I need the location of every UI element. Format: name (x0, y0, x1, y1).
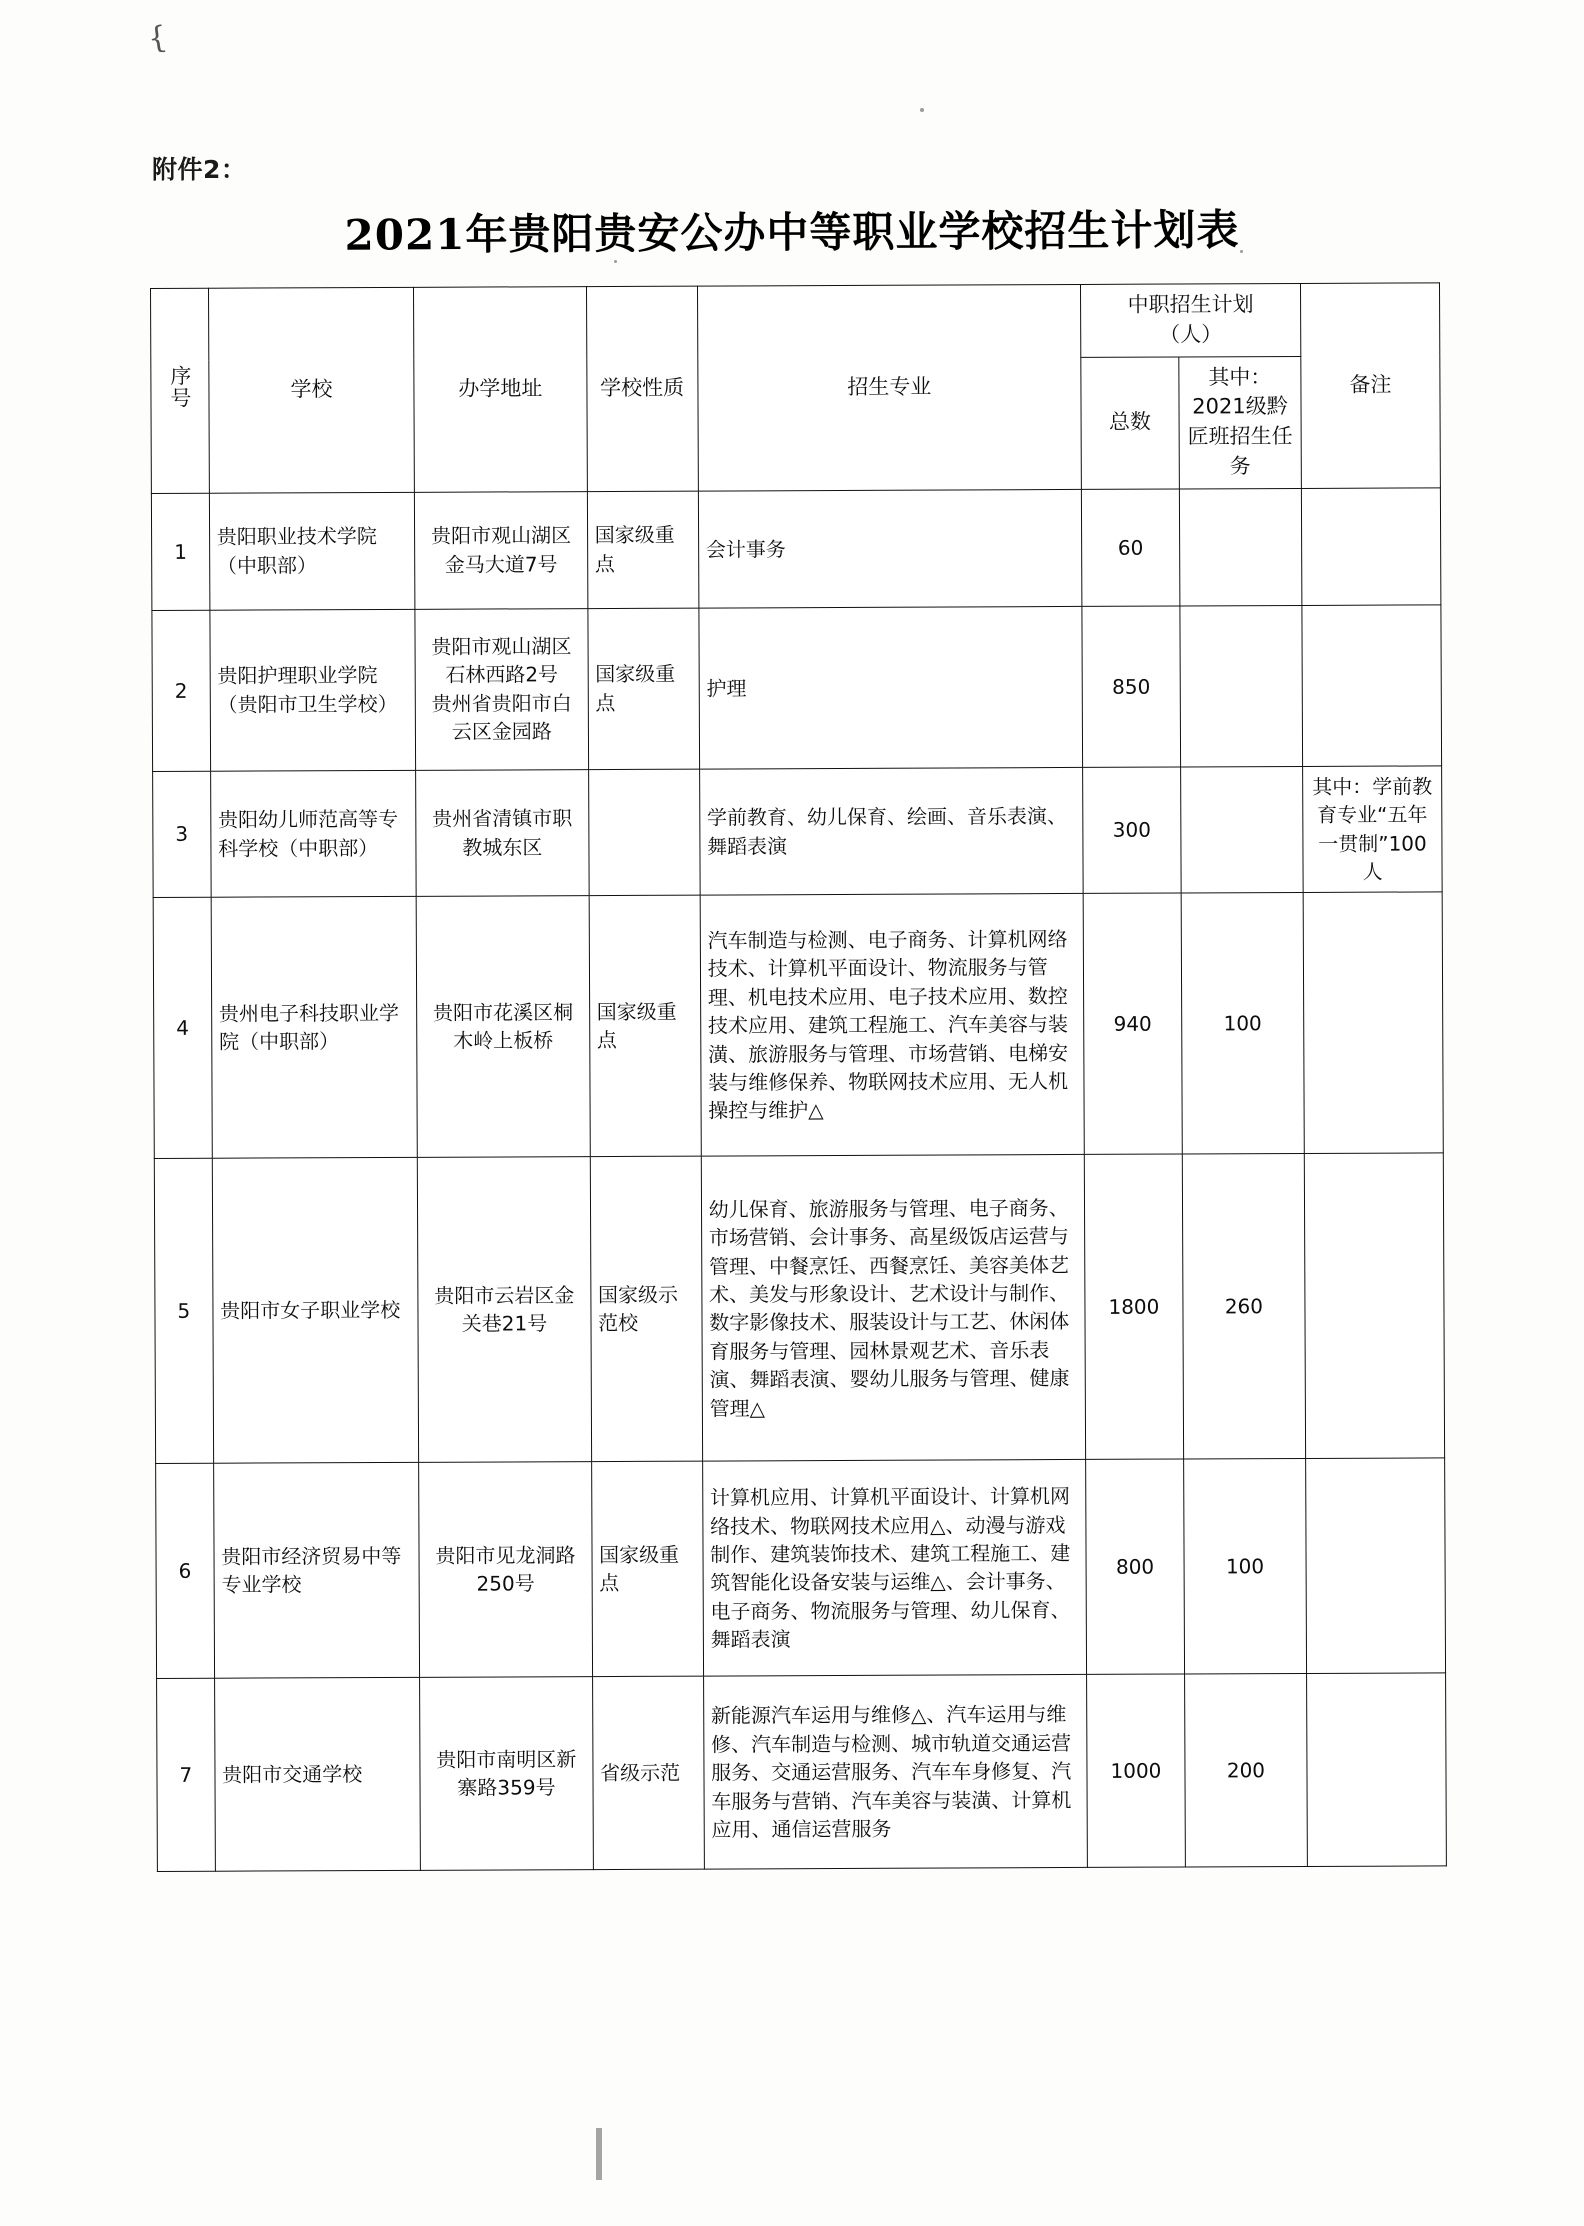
cell-total: 850 (1082, 606, 1180, 767)
cell-school: 贵阳幼儿师范高等专科学校（中职部） (210, 770, 416, 897)
cell-school: 贵阳职业技术学院（中职部） (209, 492, 415, 610)
cell-remark (1304, 1153, 1444, 1459)
cell-remark (1306, 1458, 1446, 1674)
cell-jiangjiang: 260 (1182, 1154, 1306, 1460)
cell-majors: 会计事务 (698, 489, 1082, 608)
table-header-row-1 (151, 283, 1440, 361)
scan-artifact-top: { (145, 19, 170, 58)
cell-nature: 国家级重点 (589, 896, 701, 1157)
table-head (151, 283, 1441, 493)
cell-remark (1302, 605, 1442, 767)
cell-nature (588, 769, 700, 896)
cell-total: 800 (1086, 1459, 1185, 1674)
table-row (153, 892, 1443, 1159)
cell-total: 60 (1081, 489, 1179, 606)
cell-total: 940 (1083, 893, 1182, 1154)
column-header-nature: 学校性质 (586, 286, 698, 491)
cell-nature: 国家级重点 (591, 1462, 703, 1677)
cell-index: 2 (152, 610, 210, 771)
cell-nature: 国家级示范校 (590, 1157, 702, 1462)
cell-nature: 国家级重点 (587, 491, 699, 608)
cell-total: 1800 (1084, 1154, 1183, 1459)
cell-remark (1307, 1673, 1447, 1867)
cell-jiangjiang (1180, 766, 1303, 893)
table-row (153, 766, 1443, 898)
table-row (152, 605, 1442, 772)
cell-address: 贵阳市观山湖区金马大道7号 (415, 491, 588, 609)
plan-group-line-1: 中职招生计划 (1127, 292, 1254, 317)
cell-school: 贵阳市经济贸易中等专业学校 (213, 1463, 419, 1679)
cell-majors: 学前教育、幼儿保育、绘画、音乐表演、舞蹈表演 (699, 767, 1083, 895)
cell-remark: 其中：学前教育专业“五年一贯制”100人 (1303, 766, 1443, 893)
table-body (151, 488, 1446, 1872)
cell-address: 贵阳市见龙洞路250号 (419, 1462, 592, 1678)
cell-address: 贵阳市花溪区桐木岭上板桥 (417, 896, 590, 1158)
cell-jiangjiang (1180, 605, 1303, 767)
column-header-total: 总数 (1081, 357, 1179, 490)
column-header-plan-group (1081, 283, 1301, 357)
table-row (156, 1458, 1446, 1679)
cell-address: 贵阳市观山湖区石林西路2号 贵州省贵阳市白云区金园路 (415, 608, 588, 770)
cell-address: 贵阳市云岩区金关巷21号 (418, 1157, 592, 1463)
cell-nature: 国家级重点 (587, 608, 699, 769)
cell-index: 3 (153, 771, 211, 898)
cell-address: 贵阳市南明区新寨路359号 (420, 1677, 593, 1871)
attachment-label: 附件2： (152, 155, 247, 184)
cell-nature: 省级示范 (592, 1677, 704, 1870)
cell-majors: 新能源汽车运用与维修△、汽车运用与维修、汽车制造与检测、城市轨道交通运营服务、交通运营服务、汽车车身修复、汽车服务与营销、汽车美容与装潢、计算机应用、通信运营服务 (703, 1675, 1087, 1870)
cell-address: 贵州省清镇市职教城东区 (416, 769, 589, 896)
page-title: 2021年贵阳贵安公办中等职业学校招生计划表 (344, 205, 1240, 260)
cell-majors: 计算机应用、计算机平面设计、计算机网络技术、物联网技术应用△、动漫与游戏制作、建筑装饰技术、建筑工程施工、建筑智能化设备安装与运维△、会计事务、电子商务、物流服务与管理、幼儿保育、舞蹈表演 (702, 1460, 1086, 1677)
cell-jiangjiang (1179, 488, 1302, 606)
table-row (151, 488, 1440, 611)
cell-majors: 幼儿保育、旅游服务与管理、电子商务、市场营销、会计事务、高星级饭店运营与管理、中餐烹饪、西餐烹饪、美容美体艺术、美发与形象设计、艺术设计与制作、数字影像技术、服装设计与工艺、休闲体育服务与管理、园林景观艺术、音乐表演、舞蹈表演、婴幼儿服务与管理、健康管理△ (701, 1155, 1086, 1462)
cell-index: 4 (153, 898, 212, 1159)
table-row (157, 1673, 1447, 1872)
column-header-index (151, 288, 210, 493)
enrollment-plan-table (150, 282, 1447, 1872)
cell-remark (1303, 892, 1443, 1154)
column-header-address: 办学地址 (414, 287, 587, 493)
cell-index: 7 (157, 1679, 216, 1872)
table-row (154, 1153, 1444, 1464)
cell-school: 贵州电子科技职业学院（中职部） (211, 897, 418, 1159)
plan-group-line-2: （人） (1159, 322, 1223, 347)
plan-table-container (150, 282, 1447, 1872)
cell-total: 300 (1083, 767, 1181, 894)
cell-index: 6 (156, 1464, 215, 1679)
cell-total: 1000 (1087, 1674, 1186, 1867)
column-header-index-label: 序号 (167, 364, 192, 409)
column-header-jiangjiang: 其中：2021级黔匠班招生任务 (1179, 356, 1302, 489)
cell-school: 贵阳市女子职业学校 (212, 1158, 419, 1464)
column-header-majors: 招生专业 (697, 284, 1081, 491)
cell-school: 贵阳市交通学校 (214, 1678, 420, 1872)
cell-majors: 汽车制造与检测、电子商务、计算机网络技术、计算机平面设计、物流服务与管理、机电技术应用、电子技术应用、数控技术应用、建筑工程施工、汽车美容与装潢、旅游服务与管理、市场营销、电梯安装与维修保养、物联网技术应用、无人机操控与维护△ (700, 894, 1084, 1157)
cell-remark (1301, 488, 1440, 606)
cell-majors: 护理 (699, 606, 1083, 769)
cell-index: 5 (154, 1159, 213, 1464)
column-header-school: 学校 (208, 287, 414, 493)
cell-jiangjiang: 200 (1184, 1674, 1307, 1868)
cell-jiangjiang: 100 (1183, 1459, 1306, 1675)
column-header-remark: 备注 (1301, 283, 1441, 488)
cell-school: 贵阳护理职业学院（贵阳市卫生学校） (210, 609, 416, 771)
cell-jiangjiang: 100 (1181, 893, 1304, 1155)
cell-index: 1 (151, 493, 209, 610)
